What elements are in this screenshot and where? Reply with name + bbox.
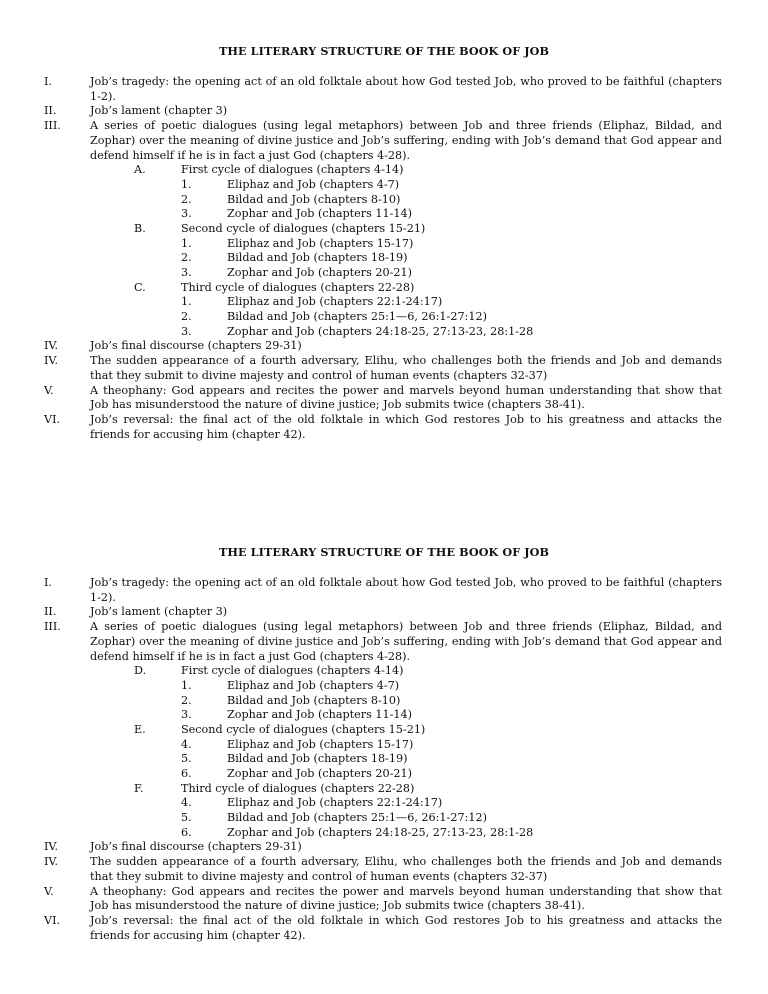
cycle-text: First cycle of dialogues (chapters 4-14) [181,664,404,678]
cycle-heading [0,163,768,178]
roman-numeral: II. [44,605,57,619]
cycle-heading [0,782,768,797]
outline-row [0,119,768,163]
cycle-heading [0,222,768,237]
item-number: 2. [181,192,192,206]
item-number: 3. [181,708,192,722]
cycle-heading [0,723,768,738]
item-text: Bildad and Job (chapters 18-19) [227,752,408,766]
item-text: Zophar and Job (chapters 20-21) [227,767,413,781]
dialogue-item [0,207,768,222]
cycle-text: Third cycle of dialogues (chapters 22-28) [181,781,415,795]
item-text: Bildad and Job (chapters 8-10) [227,192,401,206]
item-number: 2. [181,693,192,707]
outline-row [0,840,768,855]
item-number: 3. [181,324,192,338]
outline-row-text: The sudden appearance of a fourth adversary, Elihu, who challenges both the friends and Job and demands that they submit to divine majesty and control of human events (chapters 32-37) [90,354,722,382]
dialogue-item [0,752,768,767]
dialogue-item [0,826,768,841]
item-number: 3. [181,207,192,221]
roman-numeral: I. [44,75,52,88]
roman-numeral: III. [44,620,61,634]
outline-row-text: Job’s tragedy: the opening act of an old folktale about how God tested Job, who proved to be faithful (chapters 1-2). [90,75,722,103]
cycle-text: Second cycle of dialogues (chapters 15-21) [181,722,426,736]
outline-row [0,384,768,413]
roman-numeral: VI. [44,913,61,927]
roman-numeral: IV. [44,339,59,353]
item-text: Bildad and Job (chapters 18-19) [227,251,408,265]
dialogue-item [0,193,768,208]
roman-numeral: II. [44,104,57,118]
item-text: Eliphaz and Job (chapters 15-17) [227,236,414,250]
cycle-letter: F. [134,781,144,795]
dialogue-item [0,178,768,193]
outline-row [0,914,768,943]
item-text: Zophar and Job (chapters 20-21) [227,266,413,280]
item-number: 2. [181,310,192,324]
item-number: 4. [181,796,192,810]
item-text: Eliphaz and Job (chapters 4-7) [227,177,400,191]
cycle-text: Third cycle of dialogues (chapters 22-28) [181,280,415,294]
roman-numeral: V. [44,383,54,397]
item-number: 5. [181,752,192,766]
item-text: Zophar and Job (chapters 24:18-25, 27:13-23, 28:1-28 [227,324,534,338]
item-text: Eliphaz and Job (chapters 15-17) [227,737,414,751]
cycle-letter: D. [134,664,147,678]
roman-numeral: IV. [44,354,59,368]
item-text: Bildad and Job (chapters 25:1—6, 26:1-27:12) [227,811,487,825]
dialogue-item [0,796,768,811]
cycle-letter: A. [134,163,146,177]
outline-row [0,885,768,914]
dialogue-item [0,679,768,694]
item-text: Eliphaz and Job (chapters 22:1-24:17) [227,796,443,810]
outline-row-text: Job’s lament (chapter 3) [90,104,228,118]
cycle-heading [0,664,768,679]
document-title: THE LITERARY STRUCTURE OF THE BOOK OF JOB [218,545,550,559]
cycle-text: Second cycle of dialogues (chapters 15-21) [181,221,426,235]
dialogue-item [0,708,768,723]
roman-numeral: V. [44,884,54,898]
dialogue-item [0,767,768,782]
item-number: 1. [181,236,192,250]
dialogue-item [0,310,768,325]
cycle-text: First cycle of dialogues (chapters 4-14) [181,163,404,177]
item-text: Eliphaz and Job (chapters 4-7) [227,678,400,692]
dialogue-item [0,738,768,753]
item-number: 6. [181,767,192,781]
dialogue-item [0,295,768,310]
item-number: 4. [181,737,192,751]
item-text: Bildad and Job (chapters 25:1—6, 26:1-27:12) [227,310,487,324]
item-text: Zophar and Job (chapters 11-14) [227,207,413,221]
outline-row [0,620,768,664]
item-text: Eliphaz and Job (chapters 22:1-24:17) [227,295,443,309]
outline-row [0,339,768,354]
roman-numeral: VI. [44,412,61,426]
dialogue-item [0,325,768,340]
item-number: 2. [181,251,192,265]
item-text: Zophar and Job (chapters 11-14) [227,708,413,722]
roman-numeral: IV. [44,840,59,854]
dialogue-item [0,237,768,252]
outline-row [0,354,768,383]
cycle-letter: E. [134,722,146,736]
outline-row-text: A series of poetic dialogues (using legal metaphors) between Job and three friends (Eliphaz, Bildad, and Zophar) over the meaning of divine justice and Job’s suffering, ending with Job’s demand that God appear and defend himself if he is in fact a just God (chapters 4-28). [90,620,722,663]
outline-row-text: Job’s reversal: the final act of the old folktale in which God restores Job to his greatness and attacks the friends for accusing him (chapter 42). [90,412,722,441]
outline-row [0,855,768,884]
outline-row-text: Job’s tragedy: the opening act of an old folktale about how God tested Job, who proved to be faithful (chapters 1-2). [90,576,722,604]
outline-row-text: A theophany: God appears and recites the power and marvels beyond human understanding that show that Job has misunderstood the nature of divine justice; Job submits twice (chapters 38-41). [90,383,722,412]
dialogue-item [0,694,768,709]
roman-numeral: IV. [44,855,59,869]
dialogue-item [0,251,768,266]
item-number: 1. [181,678,192,692]
outline-section [0,44,768,442]
outline-row-text: The sudden appearance of a fourth adversary, Elihu, who challenges both the friends and Job and demands that they submit to divine majesty and control of human events (chapters 32-37) [90,855,722,883]
outline-row [0,413,768,442]
document-title: THE LITERARY STRUCTURE OF THE BOOK OF JOB [218,44,550,58]
outline-row-text: Job’s reversal: the final act of the old folktale in which God restores Job to his greatness and attacks the friends for accusing him (chapter 42). [90,913,722,942]
outline-row [0,605,768,620]
outline-row-text: Job’s lament (chapter 3) [90,605,228,619]
dialogue-item [0,811,768,826]
outline-row [0,75,768,104]
outline-row-text: A series of poetic dialogues (using legal metaphors) between Job and three friends (Eliphaz, Bildad, and Zophar) over the meaning of divine justice and Job’s suffering, ending with Job’s demand that God appear and defend himself if he is in fact a just God (chapters 4-28). [90,119,722,162]
outline-row-text: A theophany: God appears and recites the power and marvels beyond human understanding that show that Job has misunderstood the nature of divine justice; Job submits twice (chapters 38-41). [90,884,722,913]
cycle-letter: B. [134,221,146,235]
dialogue-item [0,266,768,281]
item-number: 5. [181,811,192,825]
outline-row [0,576,768,605]
cycle-letter: C. [134,280,146,294]
roman-numeral: III. [44,119,61,133]
item-number: 3. [181,266,192,280]
outline-section [0,545,768,943]
outline-row-text: Job’s final discourse (chapters 29-31) [90,339,302,353]
item-text: Bildad and Job (chapters 8-10) [227,693,401,707]
outline-row [0,104,768,119]
item-number: 1. [181,295,192,309]
roman-numeral: I. [44,576,52,589]
outline-row-text: Job’s final discourse (chapters 29-31) [90,840,302,854]
cycle-heading [0,281,768,296]
item-number: 6. [181,825,192,839]
item-number: 1. [181,177,192,191]
item-text: Zophar and Job (chapters 24:18-25, 27:13-23, 28:1-28 [227,825,534,839]
